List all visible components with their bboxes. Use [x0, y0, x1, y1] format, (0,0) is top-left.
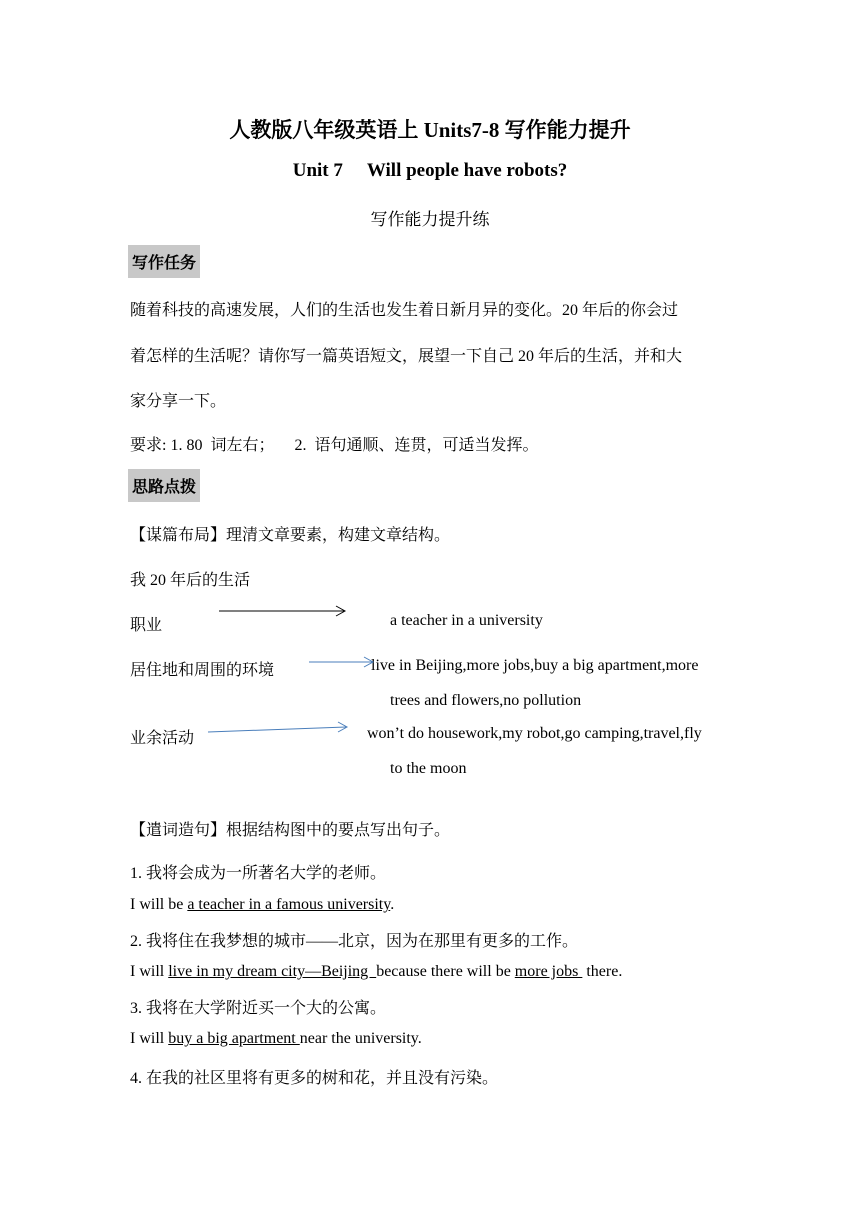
diagram-row-residence-value-line1: live in Beijing,more jobs,buy a big apartment,more: [371, 657, 699, 674]
arrow-career: [219, 606, 345, 616]
hints-label: 思路点拨: [128, 469, 200, 502]
diagram-title: 我 20 年后的生活: [130, 572, 251, 589]
diagram-row-residence-value-line2: trees and flowers,no pollution: [390, 692, 582, 709]
diagram-row-residence-label: 居住地和周围的环境: [130, 662, 275, 679]
sentence-3-prefix: I will: [130, 1030, 169, 1047]
sentence-2-prefix: I will: [130, 963, 169, 980]
diagram-row-leisure-label: 业余活动: [130, 730, 195, 747]
document-title: 人教版八年级英语上 Units7-8 写作能力提升: [229, 118, 631, 142]
task-paragraph-line-2: 着怎样的生活呢？请你写一篇英语短文，展望一下自己 20 年后的生活，并和大: [130, 348, 683, 365]
task-requirements: 要求: 1. 80 词左右； 2. 语句通顺、连贯，可适当发挥。: [130, 437, 539, 454]
sentence-3-chinese: 3. 我将在大学附近买一个大的公寓。: [130, 1000, 387, 1017]
task-paragraph-line-3: 家分享一下。: [130, 393, 227, 410]
sentence-1-suffix: .: [390, 896, 395, 913]
sentence-2-middle: because there will be: [376, 963, 515, 980]
sentence-4-chinese: 4. 在我的社区里将有更多的树和花，并且没有污染。: [130, 1070, 499, 1087]
sentence-2-answer-2: more jobs: [514, 963, 583, 980]
sentence-2-suffix: there.: [582, 963, 623, 980]
unit-label: Unit 7: [292, 160, 343, 181]
task-label: 写作任务: [128, 245, 200, 278]
arrow-leisure: [208, 722, 347, 732]
diagram-row-career-value: a teacher in a university: [390, 612, 543, 629]
layout-heading: 【谋篇布局】理清文章要素，构建文章结构。: [130, 527, 451, 544]
practice-title: 写作能力提升练: [370, 210, 490, 229]
diagram-row-leisure-value-line2: to the moon: [390, 760, 467, 777]
diagram-row-leisure-value-line1: won’t do housework,my robot,go camping,travel,fly: [367, 725, 702, 742]
sentence-2-answer-1: live in my dream city—Beijing: [168, 963, 377, 980]
sentence-3-suffix: near the university.: [299, 1030, 422, 1047]
arrow-residence: [309, 657, 373, 667]
sentence-3-english: [130, 1030, 422, 1048]
sentence-1-english: [130, 896, 394, 914]
sentence-1-answer: a teacher in a famous university: [187, 896, 391, 913]
sentence-1-prefix: I will be: [130, 896, 188, 913]
sentence-heading: 【遣词造句】根据结构图中的要点写出句子。: [130, 822, 451, 839]
task-paragraph-line-1: 随着科技的高速发展，人们的生活也发生着日新月异的变化。20 年后的你会过: [130, 302, 679, 319]
sentence-3-answer: buy a big apartment: [168, 1030, 300, 1047]
unit-title: Will people have robots?: [366, 160, 568, 181]
sentence-1-chinese: 1. 我将会成为一所著名大学的老师。: [130, 865, 387, 882]
sentence-2-chinese: 2. 我将住在我梦想的城市——北京，因为在那里有更多的工作。: [130, 933, 579, 950]
diagram-row-career-label: 职业: [130, 617, 163, 634]
sentence-2-english: [130, 963, 622, 981]
